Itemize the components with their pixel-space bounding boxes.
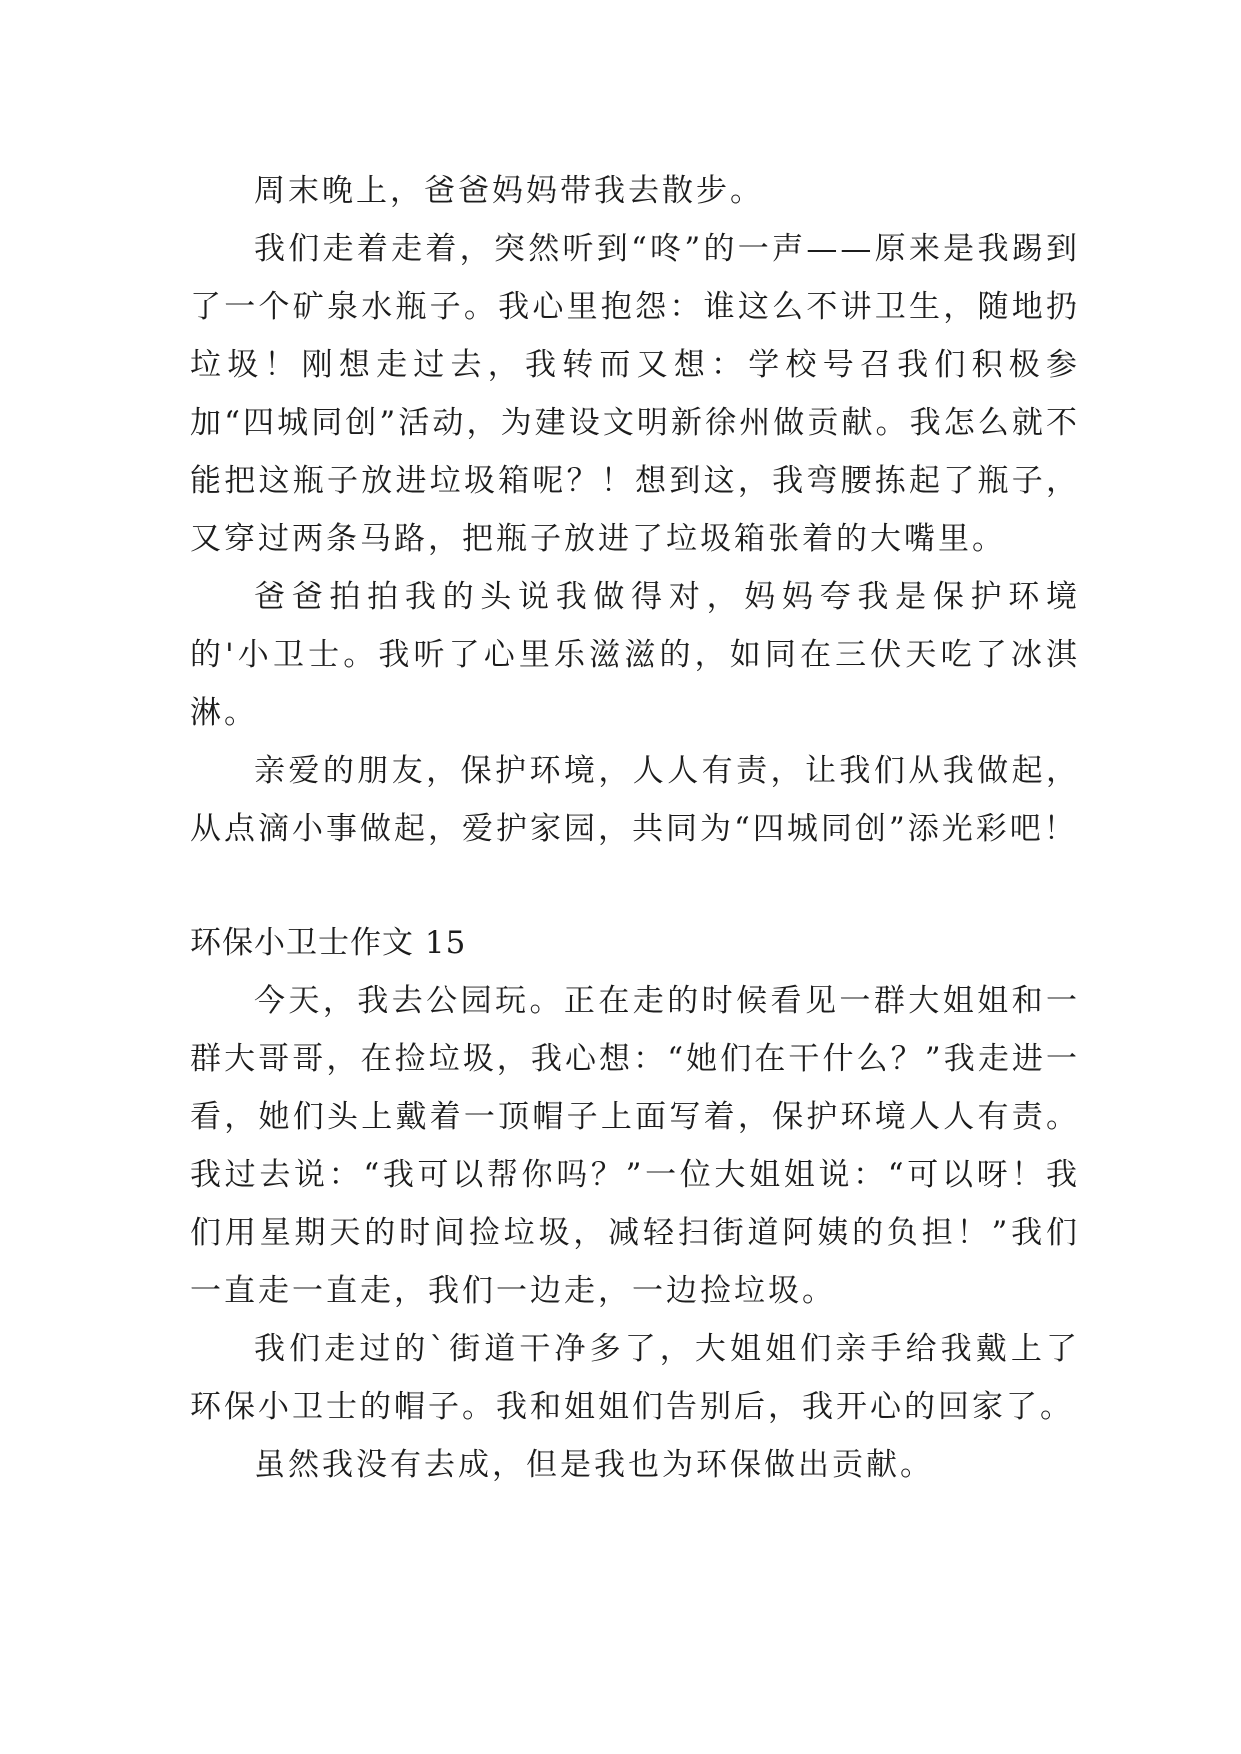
essay15-paragraph-3: 虽然我没有去成，但是我也为环保做出贡献。: [254, 1447, 934, 1483]
essay14-paragraph-4: 亲爱的朋友，保护环境，人人有责，让我们从我做起，从点滴小事做起，爱护家园，共同为“四城同创”添光彩吧！: [190, 753, 1080, 847]
essay14-paragraph-1: 周末晚上，爸爸妈妈带我去散步。: [254, 173, 764, 209]
essay15-title: 环保小卫士作文 15: [190, 925, 467, 961]
document-page: [190, 162, 1080, 1494]
essay15-paragraph-2: 我们走过的`街道干净多了，大姐姐们亲手给我戴上了环保小卫士的帽子。我和姐姐们告别后，我开心的回家了。: [190, 1331, 1080, 1425]
essay14-paragraph-3: 爸爸拍拍我的头说我做得对，妈妈夸我是保护环境的'小卫士。我听了心里乐滋滋的，如同在三伏天吃了冰淇淋。: [190, 579, 1080, 731]
essay15-paragraph-1: 今天，我去公园玩。正在走的时候看见一群大姐姐和一群大哥哥，在捡垃圾，我心想：“她们在干什么？”我走进一看，她们头上戴着一顶帽子上面写着，保护环境人人有责。我过去说：“我可以帮你吗？”一位大姐姐说：“可以呀！我们用星期天的时间捡垃圾，减轻扫街道阿姨的负担！”我们一直走一直走，我们一边走，一边捡垃圾。: [190, 983, 1080, 1309]
essay14-paragraph-2: 我们走着走着，突然听到“咚”的一声——原来是我踢到了一个矿泉水瓶子。我心里抱怨：谁这么不讲卫生，随地扔垃圾！刚想走过去，我转而又想：学校号召我们积极参加“四城同创”活动，为建设文明新徐州做贡献。我怎么就不能把这瓶子放进垃圾箱呢？！想到这，我弯腰拣起了瓶子，又穿过两条马路，把瓶子放进了垃圾箱张着的大嘴里。: [190, 231, 1080, 557]
